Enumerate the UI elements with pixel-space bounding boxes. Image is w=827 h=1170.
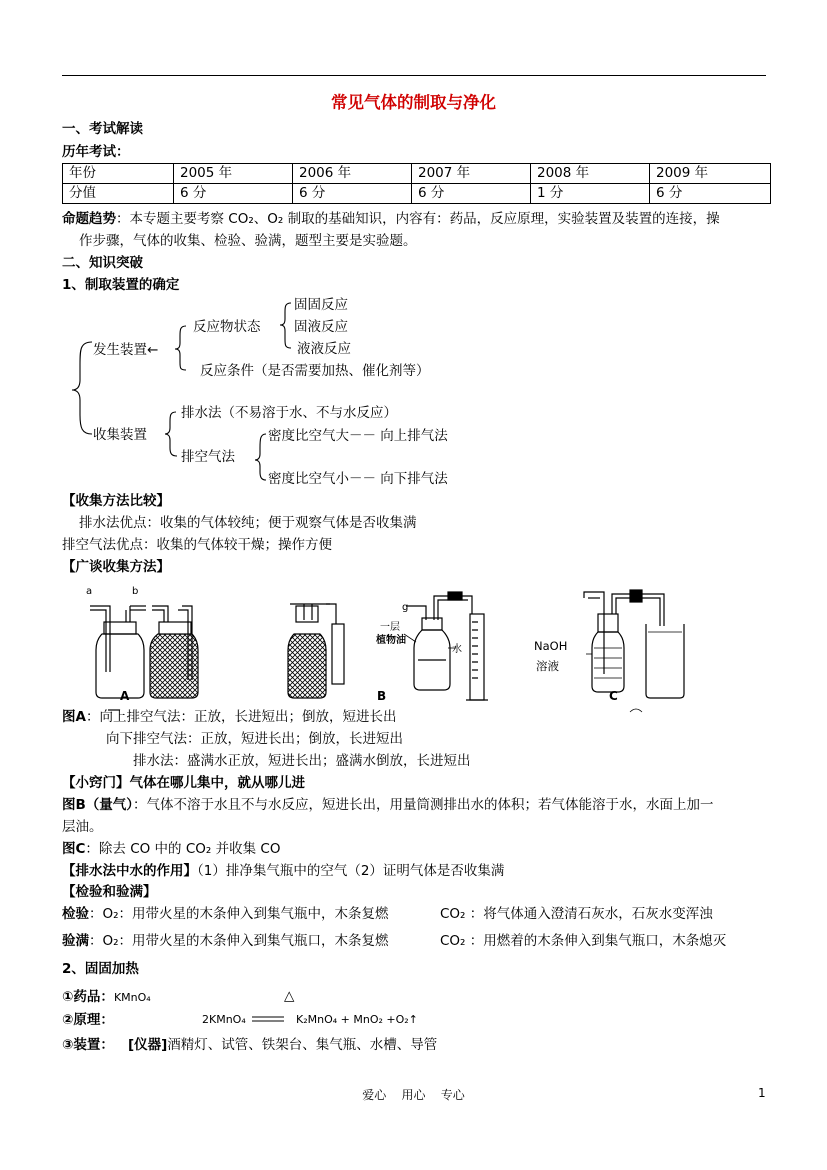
history-label: 历年考试： (62, 144, 130, 160)
tree-air: 排空气法 (181, 449, 235, 465)
table-cell: 6 分 (293, 184, 412, 204)
fig-b-line-2: 层油。 (62, 819, 103, 835)
tip-line: 【小窍门】气体在哪儿集中，就从哪儿进 (62, 775, 305, 791)
page-number: 1 (758, 1086, 766, 1100)
full-o2-line (62, 931, 389, 951)
sub-heading-1: 1、制取装置的确定 (62, 277, 180, 293)
bottle-b0 (288, 634, 326, 698)
section1-heading: 一、考试解读 (62, 121, 143, 137)
fig-b-water: 水 (452, 644, 462, 655)
drug-line (62, 987, 151, 1008)
tree-s3: 液液反应 (297, 341, 351, 357)
bottle-c (592, 632, 624, 692)
check-o2-line (62, 904, 389, 924)
fig-a-line-1 (62, 707, 396, 727)
principle-label: ②原理： (62, 1012, 114, 1028)
trend-line-2: 作步骤，气体的收集、检验、验满，题型主要是实验题。 (79, 233, 417, 249)
water-role-text: （1）排净集气瓶中的空气（2）证明气体是否收集满 (197, 863, 505, 879)
full-o2-text: ：O₂：用带火星的木条伸入到集气瓶口，木条复燃 (89, 933, 389, 949)
device-bold: [仪器] (127, 1037, 168, 1053)
page-footer: 爱心 用心 专心 (362, 1088, 465, 1102)
page-title: 常见气体的制取与净化 (331, 93, 496, 112)
wide-heading: 【广谈收集方法】 (62, 559, 170, 575)
fig-label-C: C (609, 689, 618, 703)
fig-b-oil-2: 植物油 (376, 635, 406, 646)
drug-text: KMnO₄ (113, 991, 151, 1004)
table-cell: 2005 年 (174, 164, 293, 184)
full-label: 验满 (62, 933, 89, 949)
fig-b-text-1: ：气体不溶于水且不与水反应，短进长出，用量筒测排出水的体积；若气体能溶于水，水面上加一 (133, 797, 714, 813)
trend-text-1: ：本专题主要考察 CO₂、O₂ 制取的基础知识，内容有：药品，反应原理，实验装置及装置的连接，操 (116, 211, 720, 227)
principle-line (62, 1010, 114, 1030)
compare-heading: 【收集方法比较】 (62, 493, 170, 509)
compare-1: 排水法优点：收集的气体较纯；便于观察气体是否收集满 (79, 515, 417, 531)
table-cell: 6 分 (174, 184, 293, 204)
table-cell: 1 分 (531, 184, 650, 204)
tree-condition: 反应条件（是否需要加热、催化剂等） (200, 363, 430, 379)
check-heading: 【检验和验满】 (62, 884, 157, 900)
fig-c-solution: 溶液 (536, 659, 559, 673)
trend-label: 命题趋势 (62, 211, 116, 227)
fig-a-text-1: ：向上排空气法：正放，长进短出；倒放，短进长出 (85, 709, 397, 725)
tree-up: 密度比空气大－－ 向上排气法 (268, 428, 448, 444)
tree-gen: 发生装置← (93, 342, 159, 358)
fig-a-label: 图A (62, 709, 86, 725)
fig-label-B: B (377, 689, 387, 703)
fig-c-label: 图C (62, 841, 86, 857)
table-cell: 2007 年 (412, 164, 531, 184)
fig-a-label-a: a (86, 586, 93, 597)
fig-a-line-2: 向下排空气法：正放，短进长出；倒放，长进短出 (106, 731, 403, 747)
table-cell: 6 分 (412, 184, 531, 204)
water-role-line (62, 861, 504, 881)
water-role-label: 【排水法中水的作用】 (62, 863, 197, 879)
fig-a-line-3: 排水法：盛满水正放，短进长出；盛满水倒放，长进短出 (133, 753, 471, 769)
fig-b-label-g: g (402, 602, 409, 613)
table-cell: 2008 年 (531, 164, 650, 184)
fig-label-A: A (120, 689, 130, 703)
device-label: ③装置： (62, 1037, 114, 1053)
fig-b-label: 图B（量气） (62, 797, 134, 813)
tree-s2: 固液反应 (294, 319, 348, 335)
device-line (62, 1035, 437, 1055)
fig-b-line-1 (62, 795, 714, 815)
bottle-a2 (150, 634, 198, 698)
equation-left: 2KMnO₄ (202, 1013, 246, 1026)
tree-down: 密度比空气小－－ 向下排气法 (268, 471, 448, 487)
tree-s1: 固固反应 (294, 297, 348, 313)
table-cell: 6 分 (650, 184, 771, 204)
triangle-mark: △ (284, 988, 295, 1004)
table-cell: 2009 年 (650, 164, 771, 184)
fig-c-naoh: NaOH (534, 639, 568, 653)
tree-reactant-state: 反应物状态 (193, 319, 261, 335)
check-co2-line: CO₂ ：将气体通入澄清石灰水，石灰水变浑浊 (440, 906, 713, 922)
full-co2-line: CO₂ ：用燃着的木条伸入到集气瓶口，木条熄灭 (440, 933, 727, 949)
table-cell: 2006 年 (293, 164, 412, 184)
fig-b-oil-1: 一层 (380, 622, 400, 633)
drug-label: ①药品： (62, 989, 114, 1005)
check-label: 检验 (62, 906, 89, 922)
tree-collect: 收集装置 (93, 427, 147, 443)
check-o2-text: ：O₂：用带火星的木条伸入到集气瓶中，木条复燃 (89, 906, 389, 922)
device-text: 酒精灯、试管、铁架台、集气瓶、水槽、导管 (167, 1037, 438, 1053)
fig-c-line (62, 839, 280, 859)
fig-c-text: ：除去 CO 中的 CO₂ 并收集 CO (85, 841, 281, 857)
equation-right: K₂MnO₄ + MnO₂ +O₂↑ (296, 1013, 418, 1026)
table-cell: 年份 (63, 164, 174, 184)
section2-heading: 二、知识突破 (62, 255, 143, 271)
tree-water: 排水法（不易溶于水、不与水反应） (181, 405, 397, 421)
sub-heading-2: 2、固固加热 (62, 961, 139, 977)
compare-2: 排空气法优点：收集的气体较干燥；操作方便 (62, 537, 332, 553)
fig-a-label-b: b (132, 586, 139, 597)
table-cell: 分值 (63, 184, 174, 204)
